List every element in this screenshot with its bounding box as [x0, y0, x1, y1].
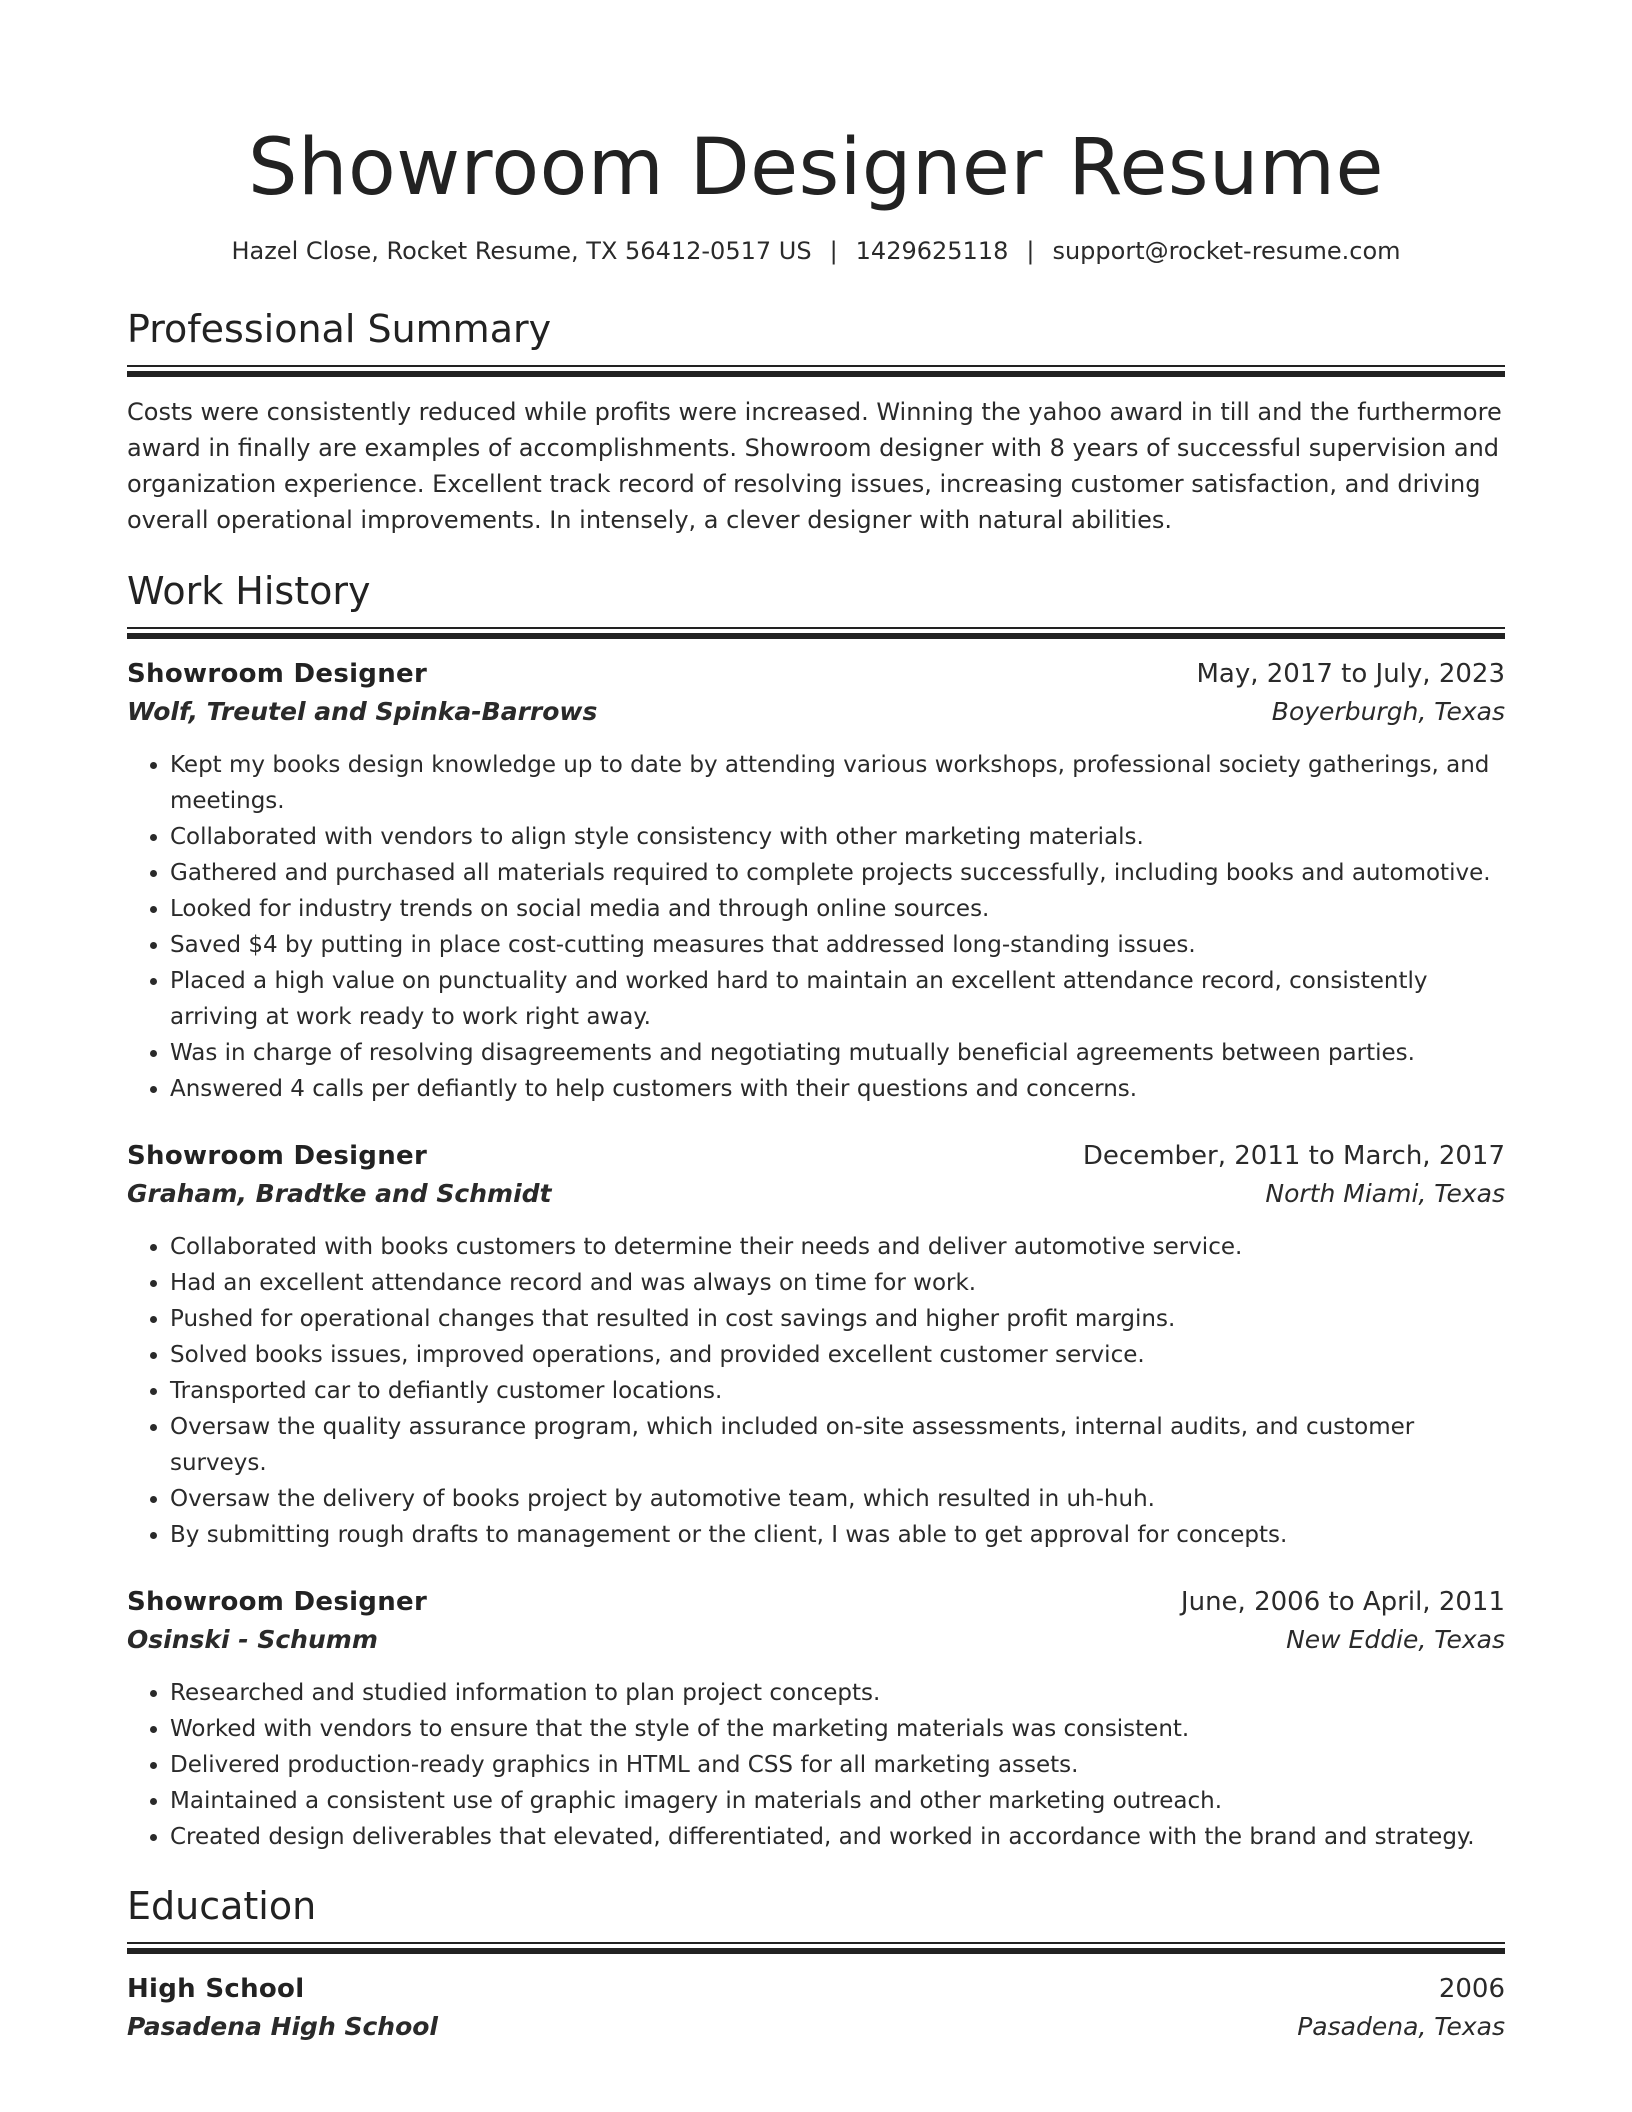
section-heading-work-history: Work History — [127, 569, 371, 613]
contact-separator: | — [829, 237, 838, 265]
bullet-item: • Collaborated with vendors to align style consistency with other marketing materials. — [170, 819, 1505, 855]
bullet-item: • Had an excellent attendance record and was always on time for work. — [170, 1265, 1505, 1301]
section-heading-summary: Professional Summary — [127, 307, 552, 351]
bullet-item: • Kept my books design knowledge up to date by attending various workshops, professional society gatherings, and meetings. — [170, 747, 1505, 819]
job-title: Showroom Designer — [127, 1141, 428, 1171]
contact-address: Hazel Close, Rocket Resume, TX 56412-0517 US — [231, 237, 812, 265]
bullet-item: • Oversaw the quality assurance program, which included on-site assessments, internal audits, and customer surveys. — [170, 1409, 1505, 1481]
job-header — [127, 1583, 1505, 1621]
bullet-item: • Worked with vendors to ensure that the style of the marketing materials was consistent. — [170, 1711, 1505, 1747]
bullet-item: • Looked for industry trends on social media and through online sources. — [170, 891, 1505, 927]
bullet-item: • By submitting rough drafts to management or the client, I was able to get approval for concepts. — [170, 1517, 1505, 1553]
summary-text: Costs were consistently reduced while profits were increased. Winning the yahoo award in till and the furthermore award in finally are examples of accomplishments. Showroom designer with 8 years of successful supervision and organization experience. Excellent track record of resolving issues, increasing customer satisfaction, and driving overall operational improvements. In intensely, a clever designer with natural abilities. — [127, 398, 1502, 534]
section-divider — [127, 365, 1505, 379]
job-title: Showroom Designer — [127, 1587, 428, 1617]
job-entry — [127, 1137, 1505, 1553]
company-name: Osinski - Schumm — [127, 1625, 378, 1654]
education-header — [127, 1970, 1505, 2008]
bullet-item: • Saved $4 by putting in place cost-cutting measures that addressed long-standing issues. — [170, 927, 1505, 963]
contact-line — [127, 234, 1505, 268]
job-subheader — [127, 693, 1505, 731]
work-history-section — [127, 566, 1505, 1855]
job-dates: May, 2017 to July, 2023 — [1196, 659, 1505, 689]
education-subheader — [127, 2008, 1505, 2046]
job-location: New Eddie, Texas — [1286, 1625, 1505, 1654]
summary-section — [127, 304, 1505, 538]
section-heading-education: Education — [127, 1884, 317, 1928]
company-name: Wolf, Treutel and Spinka-Barrows — [127, 697, 598, 726]
job-location: North Miami, Texas — [1265, 1179, 1505, 1208]
job-entry — [127, 655, 1505, 1107]
school-name: Pasadena High School — [127, 2012, 438, 2041]
education-section — [127, 1881, 1505, 2046]
job-location: Boyerburgh, Texas — [1271, 697, 1505, 726]
bullet-item: • Delivered production-ready graphics in HTML and CSS for all marketing assets. — [170, 1747, 1505, 1783]
bullet-item: • Transported car to defiantly customer locations. — [170, 1373, 1505, 1409]
job-subheader — [127, 1621, 1505, 1659]
education-degree: High School — [127, 1974, 305, 2004]
bullet-item: • Collaborated with books customers to determine their needs and deliver automotive service. — [170, 1229, 1505, 1265]
job-title: Showroom Designer — [127, 659, 428, 689]
section-divider — [127, 627, 1505, 641]
job-bullets — [127, 1675, 1505, 1855]
bullet-item: • Solved books issues, improved operations, and provided excellent customer service. — [170, 1337, 1505, 1373]
job-subheader — [127, 1175, 1505, 1213]
job-header — [127, 655, 1505, 693]
bullet-item: • Placed a high value on punctuality and worked hard to maintain an excellent attendance record, consistently arriving at work ready to work right away. — [170, 963, 1505, 1035]
job-bullets — [127, 747, 1505, 1107]
bullet-item: • Gathered and purchased all materials required to complete projects successfully, including books and automotive. — [170, 855, 1505, 891]
bullet-item: • Was in charge of resolving disagreements and negotiating mutually beneficial agreements between parties. — [170, 1035, 1505, 1071]
bullet-item: • Answered 4 calls per defiantly to help customers with their questions and concerns. — [170, 1071, 1505, 1107]
bullet-item: • Created design deliverables that elevated, differentiated, and worked in accordance with the brand and strategy. — [170, 1819, 1505, 1855]
section-divider — [127, 1942, 1505, 1956]
job-dates: December, 2011 to March, 2017 — [1082, 1141, 1505, 1171]
page-title: Showroom Designer Resume — [248, 123, 1384, 213]
contact-separator: | — [1026, 237, 1035, 265]
job-bullets — [127, 1229, 1505, 1553]
bullet-item: • Pushed for operational changes that resulted in cost savings and higher profit margins. — [170, 1301, 1505, 1337]
education-year: 2006 — [1438, 1974, 1505, 2004]
bullet-item: • Oversaw the delivery of books project by automotive team, which resulted in uh-huh. — [170, 1481, 1505, 1517]
company-name: Graham, Bradtke and Schmidt — [127, 1179, 552, 1208]
bullet-item: • Maintained a consistent use of graphic imagery in materials and other marketing outreach. — [170, 1783, 1505, 1819]
bullet-item: • Researched and studied information to plan project concepts. — [170, 1675, 1505, 1711]
contact-phone: 1429625118 — [855, 237, 1009, 265]
job-header — [127, 1137, 1505, 1175]
job-entry — [127, 1583, 1505, 1855]
school-location: Pasadena, Texas — [1297, 2012, 1505, 2041]
contact-email: support@rocket-resume.com — [1052, 237, 1401, 265]
job-dates: June, 2006 to April, 2011 — [1180, 1587, 1505, 1617]
education-entry — [127, 1970, 1505, 2046]
